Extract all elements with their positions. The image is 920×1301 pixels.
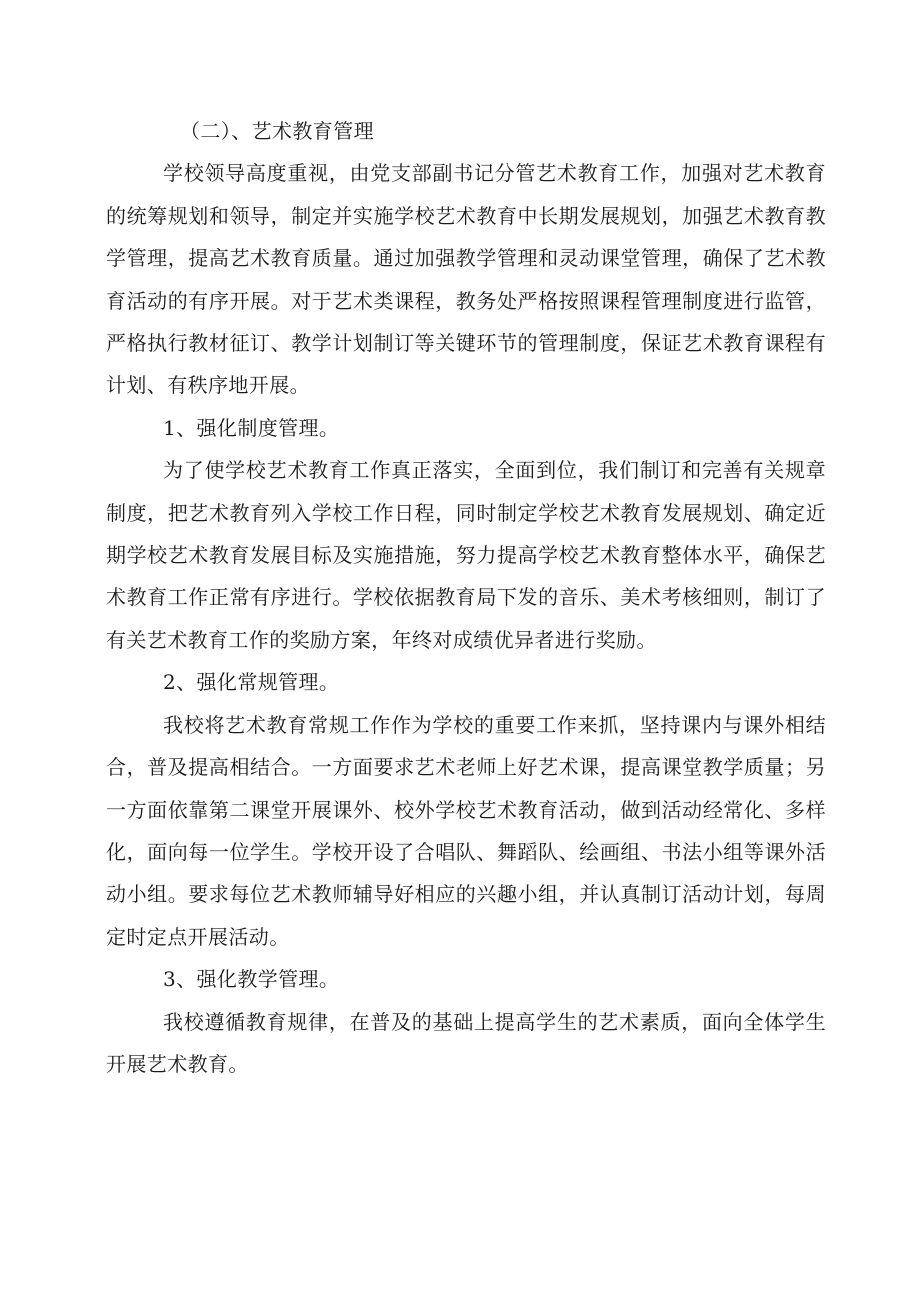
teaching-management-paragraph: 我校遵循教育规律，在普及的基础上提高学生的艺术素质，面向全体学生开展艺术教育。 [106,1009,826,1076]
item-heading-routine-management: 2、强化常规管理。 [163,670,340,695]
item-heading-teaching-management: 3、强化教学管理。 [163,967,340,992]
intro-paragraph: 学校领导高度重视，由党支部副书记分管艺术教育工作，加强对艺术教育的统筹规划和领导，制定并实施学校艺术教育中长期发展规划，加强艺术教育教学管理，提高艺术教育质量。通过加强教学管理和灵动课堂管理，确保了艺术教育活动的有序开展。对于艺术类课程，教务处严格按照课程管理制度进行监管，严格执行教材征订、教学计划制订等关键环节的管理制度，保证艺术教育课程有计划、有秩序地开展。 [106,161,826,398]
document-body [106,110,826,1085]
item-heading-institutional-management: 1、强化制度管理。 [163,415,340,440]
routine-management-paragraph: 我校将艺术教育常规工作作为学校的重要工作来抓，坚持课内与课外相结合，普及提高相结合。一方面要求艺术老师上好艺术课，提高课堂教学质量；另一方面依靠第二课堂开展课外、校外学校艺术教育活动，做到活动经常化、多样化，面向每一位学生。学校开设了合唱队、舞蹈队、绘画组、书法小组等课外活动小组。要求每位艺术教师辅导好相应的兴趣小组，并认真制订活动计划，每周定时定点开展活动。 [106,712,826,949]
section-heading: （二）、艺术教育管理 [180,119,374,143]
institutional-management-paragraph: 为了使学校艺术教育工作真正落实，全面到位，我们制订和完善有关规章制度，把艺术教育列入学校工作日程，同时制定学校艺术教育发展规划、确定近期学校艺术教育发展目标及实施措施，努力提高学校艺术教育整体水平，确保艺术教育工作正常有序进行。学校依据教育局下发的音乐、美术考核细则，制订了有关艺术教育工作的奖励方案，年终对成绩优异者进行奖励。 [106,458,826,652]
